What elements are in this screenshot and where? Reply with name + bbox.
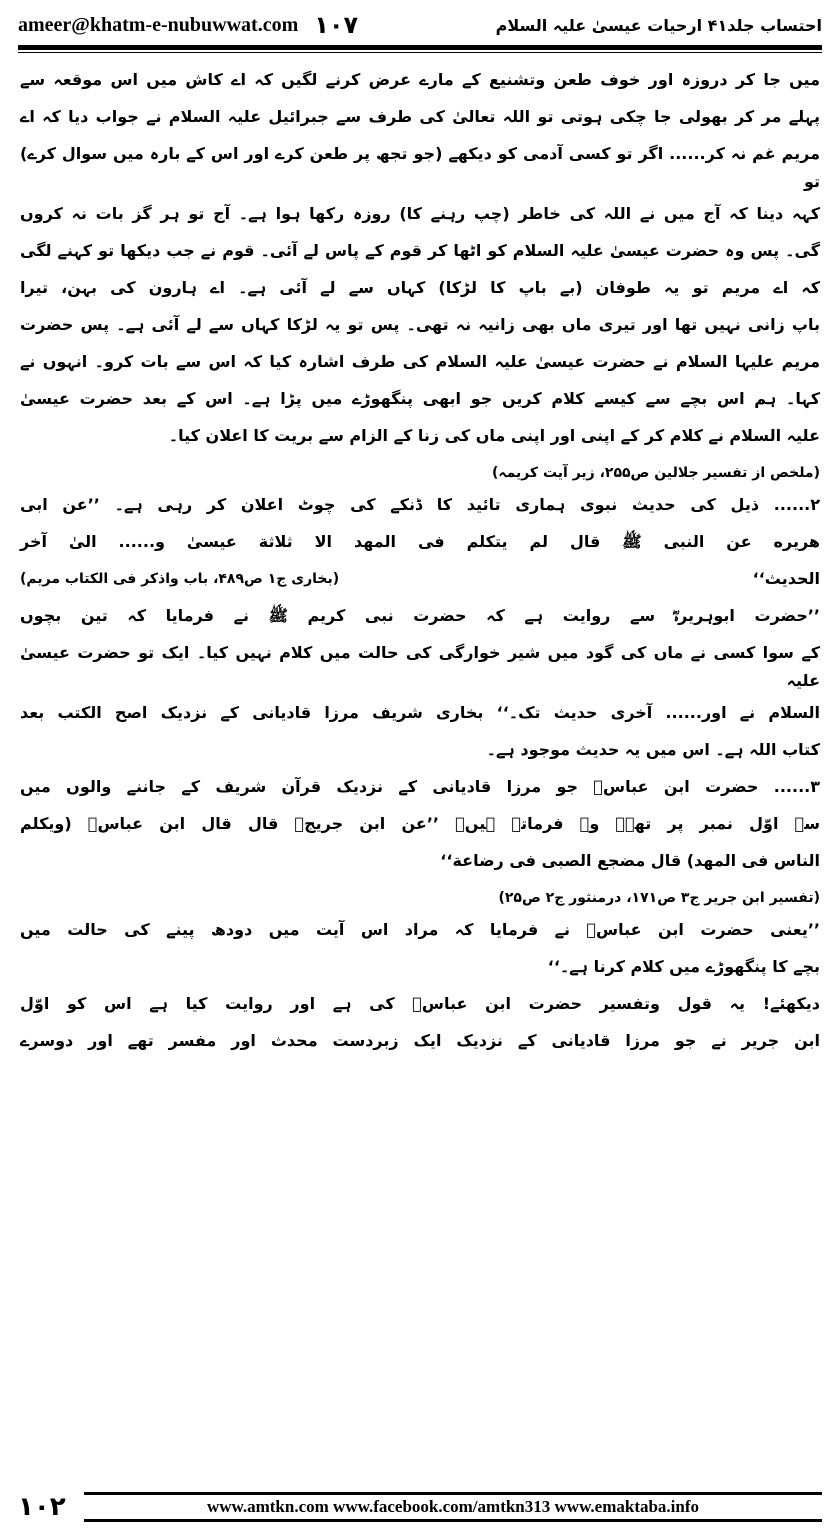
text-line: کہہ دینا کہ آج میں نے اللہ کی خاطر (چپ رہنے کا) روزہ رکھا ہوا ہے۔ آج تو ہر گز بات نہ کروں xyxy=(20,204,820,223)
page-header xyxy=(18,8,822,42)
citation: (تفسیر ابن جریر ج۳ ص۱۷۱، درمنثور ج۲ ص۲۵) xyxy=(498,890,820,906)
page-body xyxy=(20,62,820,1060)
text-line: ’’یعنی حضرت ابن عباسؓ نے فرمایا کہ مراد اس آیت میں دودھ پینے کی حالت میں xyxy=(20,920,820,939)
text-line: بچے کا پنگھوڑے میں کلام کرنا ہے۔‘‘ xyxy=(547,957,820,976)
text-line: میں جا کر دروزہ اور خوف طعن وتشنیع کے مارے عرض کرنے لگیں کہ اے کاش میں اس موقعہ سے xyxy=(20,70,820,89)
footer-page-number: ۱۰۲ xyxy=(18,1492,66,1522)
header-page-number: ۱۰۷ xyxy=(314,11,359,39)
hadith-end-line xyxy=(20,561,820,598)
text-line: ۲...... ذیل کی حدیث نبوی ہماری تائید کا ڈنکے کی چوٹ اعلان کر رہی ہے۔ ’’عن ابی xyxy=(20,495,820,514)
header-title: احتساب جلد۴۱ ارحیات عیسیٰ علیہ السلام xyxy=(495,15,822,35)
arabic-line: الناس فی المهد) قال مضجع الصبی فی رضاعة‘‘ xyxy=(440,851,820,870)
text-line: کتاب اللہ ہے۔ اس میں یہ حدیث موجود ہے۔ xyxy=(486,740,820,759)
citation: (ملخص از تفسیر جلالین ص۲۵۵، زیر آیت کریمہ) xyxy=(491,465,820,481)
text-line: ابن جریر نے جو مرزا قادیانی کے نزدیک ایک زبردست محدث اور مفسر تھے اور دوسرے xyxy=(20,1031,820,1050)
header-rule-thin xyxy=(18,52,822,53)
text-line: پہلے مر کر بھولی جا چکی ہوتی تو اللہ تعالیٰ کی طرف سے جبرائیل علیہ السلام نے جواب دیا کہ اے xyxy=(20,107,820,126)
page-footer xyxy=(18,1490,822,1524)
text-line: کہا۔ ہم اس بچے سے کیسے کلام کریں جو ابھی پنگھوڑے میں پڑا ہے۔ اس کے بعد حضرت عیسیٰ xyxy=(20,389,820,408)
text-line: دیکھئے! یہ قول وتفسیر حضرت ابن عباسؓ کی ہے اور روایت کیا ہے اس کو اوّل xyxy=(20,994,820,1013)
text-line: کے سوا کسی نے ماں کی گود میں شیر خوارگی کی حالت میں کلام نہیں کیا۔ ایک تو حضرت عیسیٰ علیہ xyxy=(20,643,820,690)
footer-links: www.amtkn.com www.facebook.com/amtkn313 www.emaktaba.info xyxy=(206,1497,700,1516)
text-line: ۳...... حضرت ابن عباسؓ جو مرزا قادیانی کے نزدیک قرآن شریف کے جاننے والوں میں xyxy=(20,777,820,796)
header-email: ameer@khatm-e-nubuwwat.com xyxy=(18,13,299,36)
text-line: السلام نے اور...... آخری حدیث تک۔‘‘ بخاری شریف مرزا قادیانی کے نزدیک اصح الکتب بعد xyxy=(20,703,820,722)
text-line: سے اوّل نمبر پر تھے۔ وہ فرماتے ہیں۔ ’’عن ابن جریجؒ قال قال ابن عباسؓ (ویکلم xyxy=(20,814,820,833)
text-line: باپ زانی نہیں تھا اور تیری ماں بھی زانیہ نہ تھی۔ پس تو یہ لڑکا کہاں سے لے آئی ہے۔ پس حضرت xyxy=(20,315,820,334)
text-line: ’’حضرت ابوہریرہؓ سے روایت ہے کہ حضرت نبی کریم ﷺ نے فرمایا کہ تین بچوں xyxy=(20,606,820,625)
header-rule xyxy=(18,45,822,50)
text-line: کہ اے مریم تو یہ طوفان (بے باپ کا لڑکا) کہاں سے لے آئی ہے۔ اے ہارون کی بہن، تیرا xyxy=(20,278,820,297)
text-line: مریم غم نہ کر...... اگر تو کسی آدمی کو دیکھے (جو تجھ پر طعن کرے اور اس کے بارہ میں سوال کرے) تو xyxy=(20,144,820,191)
arabic-hadith-end: الحديث‘‘ xyxy=(752,569,820,588)
text-line: علیہ السلام نے کلام کر کے اپنی اور اپنی ماں کی زنا کے الزام سے بریت کا اعلان کیا۔ xyxy=(168,426,820,445)
text-line: گی۔ پس وہ حضرت عیسیٰ علیہ السلام کو اٹھا کر قوم کے پاس لے آئی۔ قوم نے جب دیکھا تو کہنے لگی xyxy=(20,241,820,260)
citation: (بخاری ج۱ ص۴۸۹، باب واذکر فی الکتاب مریم) xyxy=(20,571,340,587)
text-line: مریم علیہا السلام نے حضرت عیسیٰ علیہ السلام کی طرف اشارہ کیا کہ اس سے بات کرو۔ انہوں نے xyxy=(20,352,820,371)
arabic-hadith-line: هريره عن النبی ﷺ قال لم يتكلم فی المهد الا ثلاثة عيسیٰ و...... الیٰ آخر xyxy=(20,532,820,551)
